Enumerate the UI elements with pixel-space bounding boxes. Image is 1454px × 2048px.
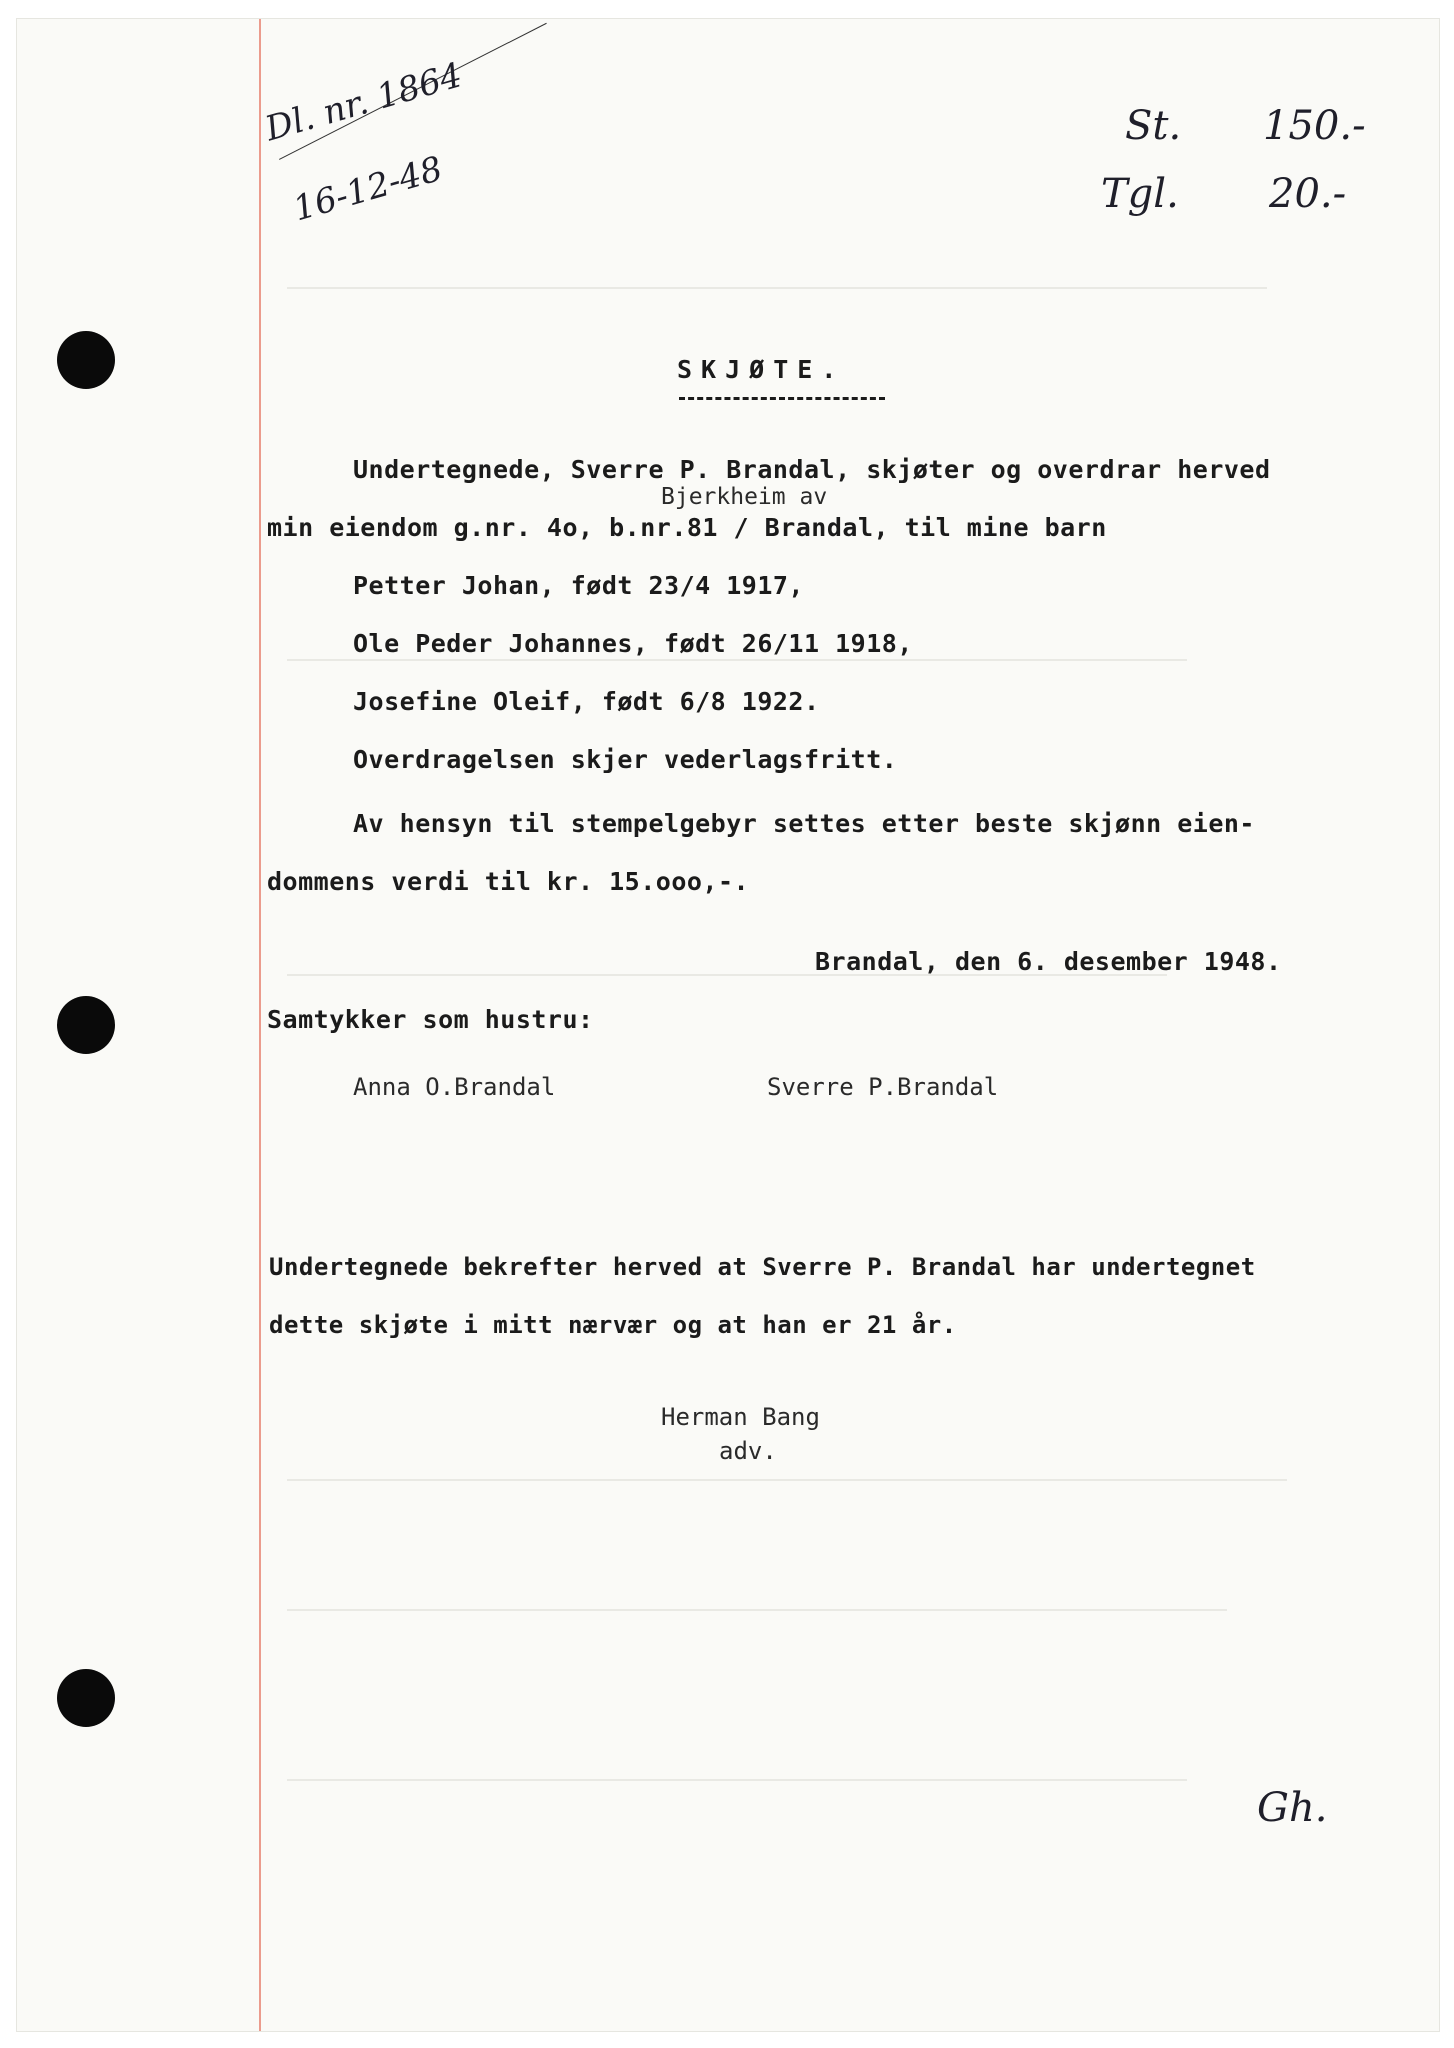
body-line: Undertegnede, Sverre P. Brandal, skjøter og overdrar herved <box>353 455 1271 484</box>
punch-hole-middle <box>57 996 115 1054</box>
attestation-line: dette skjøte i mitt nærvær og at han er 21 år. <box>269 1311 957 1339</box>
handwritten-doc-number: Dl. nr. 1864 <box>261 55 467 150</box>
bleed-through-line <box>287 1609 1227 1611</box>
bleed-through-line <box>287 287 1267 289</box>
handwritten-fee-st-value: 150.- <box>1263 103 1366 149</box>
witness-name: Herman Bang <box>661 1403 820 1431</box>
handwritten-fee-st-label: St. <box>1125 103 1182 149</box>
handwritten-doc-date: 16-12-48 <box>289 148 447 230</box>
handwritten-initials: Gh. <box>1257 1785 1328 1831</box>
attestation-line: Undertegnede bekrefter herved at Sverre P. Brandal har undertegnet <box>269 1253 1256 1281</box>
body-line: dommens verdi til kr. 15.ooo,-. <box>267 867 750 896</box>
title-underline <box>679 397 885 400</box>
punch-hole-top <box>57 331 115 389</box>
punch-hole-bottom <box>57 1669 115 1727</box>
place-date: Brandal, den 6. desember 1948. <box>815 947 1282 976</box>
bleed-through-line <box>287 659 1187 661</box>
child-entry: Ole Peder Johannes, født 26/11 1918, <box>353 629 913 658</box>
consent-line: Samtykker som hustru: <box>267 1005 594 1034</box>
handwritten-fee-tgl-label: Tgl. <box>1101 171 1179 217</box>
body-line: Overdragelsen skjer vederlagsfritt. <box>353 745 898 774</box>
document-title: SKJØTE. <box>677 355 846 384</box>
document-page <box>16 18 1440 2032</box>
margin-rule <box>259 19 261 2031</box>
insertion-text: Bjerkheim av <box>661 484 828 510</box>
signature-wife: Anna O.Brandal <box>353 1073 556 1101</box>
child-entry: Josefine Oleif, født 6/8 1922. <box>353 687 820 716</box>
signature-grantor: Sverre P.Brandal <box>767 1073 999 1101</box>
child-entry: Petter Johan, født 23/4 1917, <box>353 571 804 600</box>
bleed-through-line <box>287 1479 1287 1481</box>
handwritten-fee-tgl-value: 20.- <box>1269 171 1347 217</box>
witness-title: adv. <box>719 1437 777 1465</box>
body-line: Av hensyn til stempelgebyr settes etter beste skjønn eien- <box>353 809 1255 838</box>
body-line: min eiendom g.nr. 4o, b.nr.81 / Brandal, til mine barn <box>267 513 1107 542</box>
bleed-through-line <box>287 1779 1187 1781</box>
